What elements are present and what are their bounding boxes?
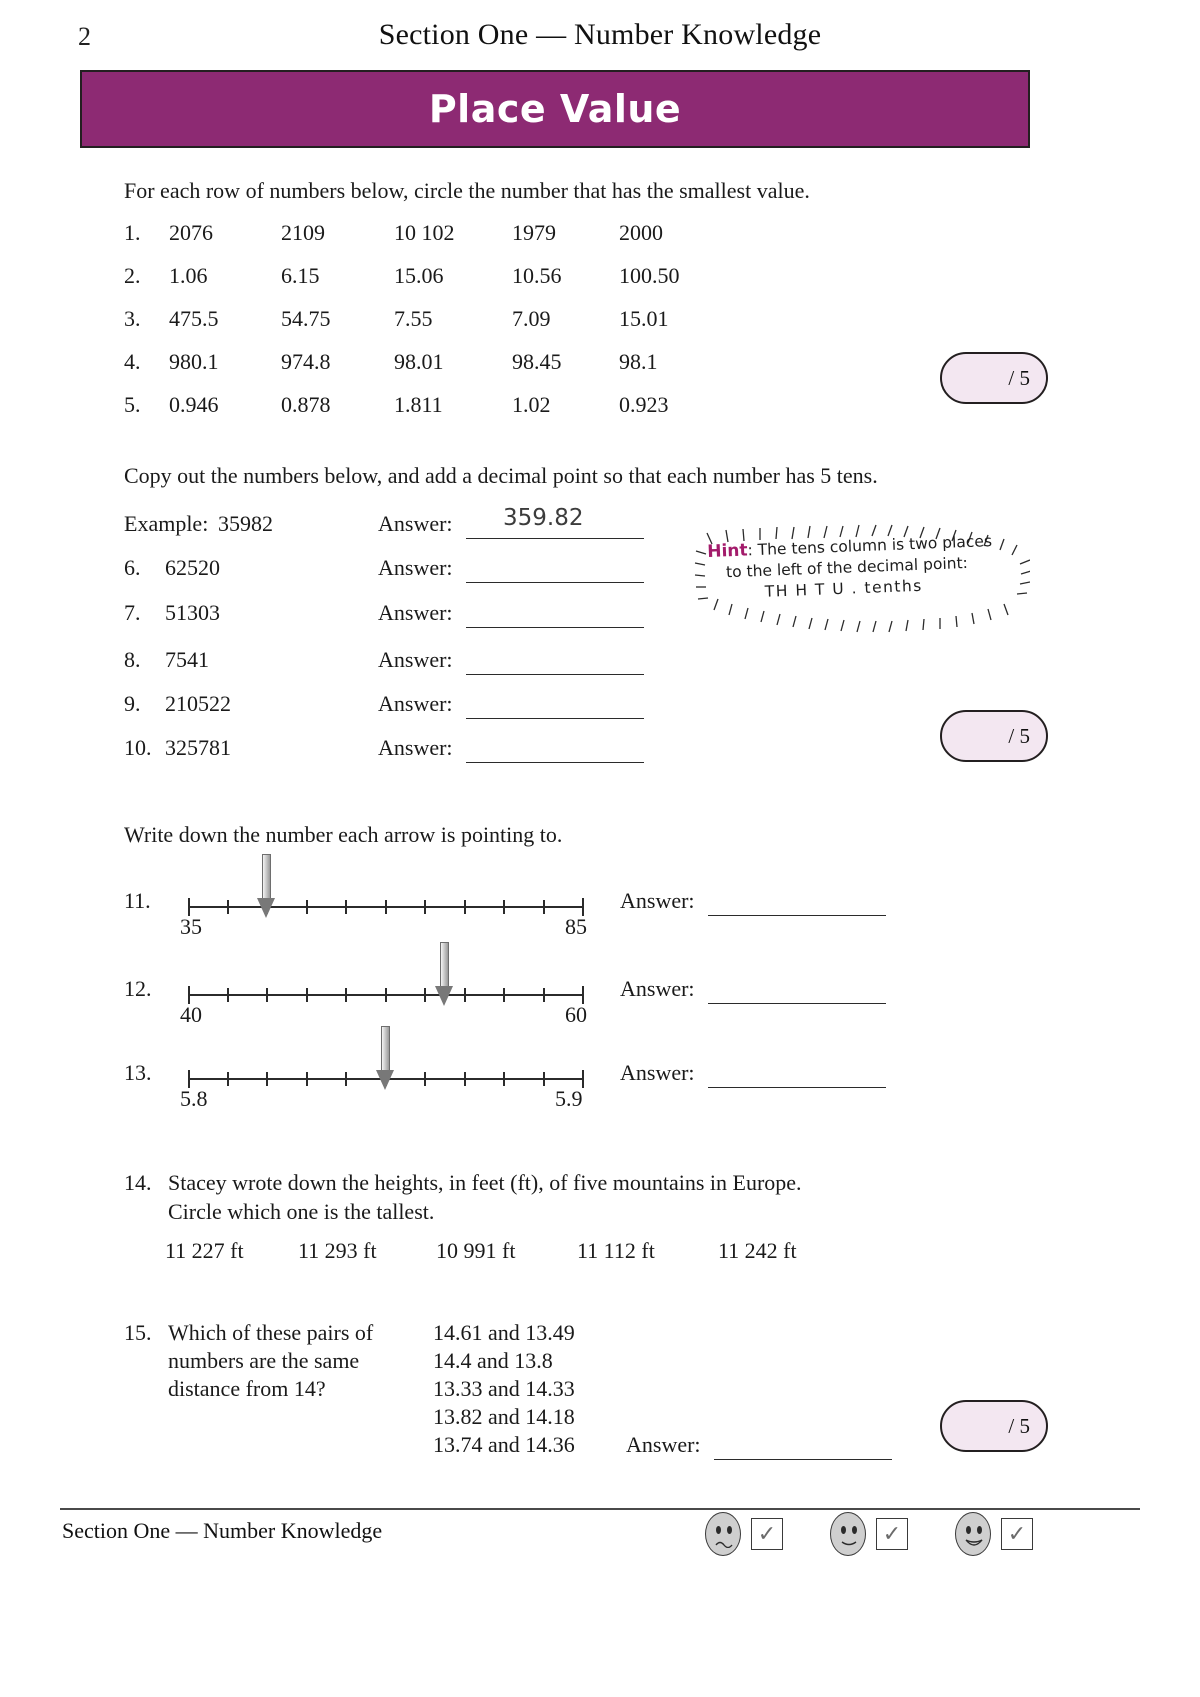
- number-cell[interactable]: 7.09: [512, 306, 551, 331]
- part2-instruction: Copy out the numbers below, and add a decimal point so that each number has 5 tens.: [124, 463, 878, 488]
- hint-line3: TH H T U . tenths: [764, 576, 924, 601]
- question-number-9: 9.: [124, 691, 141, 716]
- tick: [424, 1072, 426, 1086]
- neutral-mouth: [840, 1539, 858, 1548]
- answer-line-13[interactable]: [708, 1087, 886, 1088]
- question-number-7: 7.: [124, 600, 141, 625]
- answer-label-15: Answer:: [626, 1432, 701, 1457]
- question-value-6: 62520: [165, 555, 220, 580]
- question-number-8: 8.: [124, 647, 141, 672]
- tick: [227, 1072, 229, 1086]
- tick: [464, 900, 466, 914]
- example-label: Example:: [124, 511, 209, 536]
- answer-line-15[interactable]: [714, 1459, 892, 1460]
- number-cell[interactable]: 54.75: [281, 306, 331, 331]
- tick: [345, 1072, 347, 1086]
- question-number-15: 15.: [124, 1320, 152, 1345]
- hint-line1: : The tens column is two places: [747, 532, 993, 560]
- hint-text: [707, 530, 1019, 605]
- marks-box-part1: / 5: [940, 352, 1048, 404]
- answer-label-6: Answer:: [378, 555, 453, 580]
- mountain-height-4[interactable]: 11 242 ft: [718, 1238, 797, 1263]
- example-answer-value: 359.82: [503, 505, 584, 531]
- tick: [345, 988, 347, 1002]
- number-cell[interactable]: 6.15: [281, 263, 320, 288]
- question-value-9: 210522: [165, 691, 231, 716]
- happy-face-icon: [955, 1512, 991, 1556]
- number-line-11: [180, 868, 590, 939]
- number-line-13: [180, 1040, 590, 1111]
- answer-label-7: Answer:: [378, 600, 453, 625]
- tick: [543, 988, 545, 1002]
- row-number: 1.: [124, 220, 141, 245]
- answer-line-8[interactable]: [466, 674, 644, 675]
- pair-option-1[interactable]: 14.4 and 13.8: [433, 1348, 553, 1373]
- tick: [227, 988, 229, 1002]
- answer-label-10: Answer:: [378, 735, 453, 760]
- section-heading: Section One — Number Knowledge: [378, 18, 822, 51]
- table-row[interactable]: [124, 220, 884, 262]
- tick: [424, 988, 426, 1002]
- number-line-start-label: 40: [180, 1002, 202, 1027]
- mountain-height-1[interactable]: 11 293 ft: [298, 1238, 377, 1263]
- number-cell[interactable]: 15.06: [394, 263, 444, 288]
- tick: [543, 1072, 545, 1086]
- number-line-start-label: 5.8: [180, 1086, 208, 1111]
- question-value-10: 325781: [165, 735, 231, 760]
- tick: [306, 900, 308, 914]
- row-number: 5.: [124, 392, 141, 417]
- checkbox-sad[interactable]: ✓: [751, 1518, 783, 1550]
- number-line-start-label: 35: [180, 914, 202, 939]
- answer-label-13: Answer:: [620, 1060, 695, 1085]
- tick: [543, 900, 545, 914]
- happy-mouth: [965, 1539, 983, 1548]
- question-number-11: 11.: [124, 888, 151, 913]
- number-cell[interactable]: 2076: [169, 220, 213, 245]
- marks-box-part5: / 5: [940, 1400, 1048, 1452]
- number-cell[interactable]: 10 102: [394, 220, 455, 245]
- page-title: Place Value: [428, 87, 682, 131]
- number-line-end-label: 85: [565, 914, 587, 939]
- number-cell[interactable]: 0.878: [281, 392, 331, 417]
- part3-instruction: Write down the number each arrow is pointing to.: [124, 822, 563, 847]
- number-cell[interactable]: 0.923: [619, 392, 669, 417]
- pair-option-3[interactable]: 13.82 and 14.18: [433, 1404, 575, 1429]
- footer-divider: [60, 1508, 1140, 1510]
- question-number-12: 12.: [124, 976, 152, 1001]
- number-cell[interactable]: 475.5: [169, 306, 219, 331]
- rating-neutral[interactable]: [830, 1512, 908, 1556]
- rating-happy[interactable]: [955, 1512, 1033, 1556]
- tick: [503, 988, 505, 1002]
- page-number: 2: [78, 22, 91, 51]
- hint-callout: [690, 520, 1030, 638]
- number-cell[interactable]: 1.811: [394, 392, 443, 417]
- hint-label: Hint: [706, 540, 748, 562]
- tick: [464, 988, 466, 1002]
- number-cell[interactable]: 1.06: [169, 263, 208, 288]
- question-number-14: 14.: [124, 1170, 152, 1195]
- question-15-line3: distance from 14?: [168, 1376, 326, 1401]
- question-15-line1: Which of these pairs of: [168, 1320, 374, 1345]
- number-cell[interactable]: 10.56: [512, 263, 562, 288]
- pair-option-2[interactable]: 13.33 and 14.33: [433, 1376, 575, 1401]
- checkbox-neutral[interactable]: ✓: [876, 1518, 908, 1550]
- number-cell[interactable]: 980.1: [169, 349, 219, 374]
- answer-label-8: Answer:: [378, 647, 453, 672]
- hint-line2: to the left of the decimal point:: [725, 553, 969, 582]
- number-cell[interactable]: 15.01: [619, 306, 669, 331]
- number-cell[interactable]: 0.946: [169, 392, 219, 417]
- tick: [464, 1072, 466, 1086]
- question-value-7: 51303: [165, 600, 220, 625]
- tick: [227, 900, 229, 914]
- footer-section-label: Section One — Number Knowledge: [62, 1518, 383, 1543]
- example-value: 35982: [218, 511, 273, 536]
- mountain-height-0[interactable]: 11 227 ft: [165, 1238, 244, 1263]
- question-14-line2: Circle which one is the tallest.: [168, 1199, 435, 1224]
- tick: [306, 1072, 308, 1086]
- checkbox-happy[interactable]: ✓: [1001, 1518, 1033, 1550]
- answer-line-10[interactable]: [466, 762, 644, 763]
- tick: [503, 900, 505, 914]
- sad-mouth: [715, 1539, 733, 1548]
- question-14-line1: Stacey wrote down the heights, in feet (ft), of five mountains in Europe.: [168, 1170, 802, 1195]
- answer-line-example: [466, 538, 644, 539]
- answer-label-9: Answer:: [378, 691, 453, 716]
- answer-line-7[interactable]: [466, 627, 644, 628]
- sad-face-icon: [705, 1512, 741, 1556]
- tick: [385, 988, 387, 1002]
- question-value-8: 7541: [165, 647, 209, 672]
- table-row[interactable]: [124, 392, 884, 434]
- row-number: 3.: [124, 306, 141, 331]
- neutral-face-icon: [830, 1512, 866, 1556]
- question-number-10: 10.: [124, 735, 152, 760]
- marks-box-part2: / 5: [940, 710, 1048, 762]
- tick: [266, 1072, 268, 1086]
- table-row[interactable]: [124, 306, 884, 348]
- answer-label-11: Answer:: [620, 888, 695, 913]
- mountain-height-2[interactable]: 10 991 ft: [436, 1238, 516, 1263]
- question-number-13: 13.: [124, 1060, 152, 1085]
- tick: [385, 900, 387, 914]
- answer-line-6[interactable]: [466, 582, 644, 583]
- answer-label: Answer:: [378, 511, 453, 536]
- number-line-12: [180, 956, 590, 1027]
- mountain-height-3[interactable]: 11 112 ft: [577, 1238, 655, 1263]
- answer-line-11[interactable]: [708, 915, 886, 916]
- answer-label-12: Answer:: [620, 976, 695, 1001]
- tick: [306, 988, 308, 1002]
- number-line-end-label: 60: [565, 1002, 587, 1027]
- tick: [266, 988, 268, 1002]
- number-cell[interactable]: 98.1: [619, 349, 658, 374]
- number-cell[interactable]: 2000: [619, 220, 663, 245]
- number-line-end-label: 5.9: [555, 1086, 583, 1111]
- answer-line-9[interactable]: [466, 718, 644, 719]
- number-cell[interactable]: 1.02: [512, 392, 551, 417]
- answer-line-12[interactable]: [708, 1003, 886, 1004]
- number-cell[interactable]: 98.01: [394, 349, 444, 374]
- row-number: 2.: [124, 263, 141, 288]
- pair-option-0[interactable]: 14.61 and 13.49: [433, 1320, 575, 1345]
- worksheet-title-bar: [80, 70, 1030, 148]
- row-number: 4.: [124, 349, 141, 374]
- table-row[interactable]: [124, 263, 884, 305]
- number-cell[interactable]: 98.45: [512, 349, 562, 374]
- tick: [503, 1072, 505, 1086]
- question-15-line2: numbers are the same: [168, 1348, 360, 1373]
- number-cell[interactable]: 2109: [281, 220, 325, 245]
- pair-option-4[interactable]: 13.74 and 14.36: [433, 1432, 575, 1457]
- tick: [345, 900, 347, 914]
- number-cell[interactable]: 7.55: [394, 306, 433, 331]
- part1-instruction: For each row of numbers below, circle the number that has the smallest value.: [124, 178, 810, 203]
- tick: [424, 900, 426, 914]
- number-cell[interactable]: 1979: [512, 220, 556, 245]
- question-number-6: 6.: [124, 555, 141, 580]
- number-cell[interactable]: 974.8: [281, 349, 331, 374]
- number-cell[interactable]: 100.50: [619, 263, 680, 288]
- rating-sad[interactable]: [705, 1512, 783, 1556]
- table-row[interactable]: [124, 349, 884, 391]
